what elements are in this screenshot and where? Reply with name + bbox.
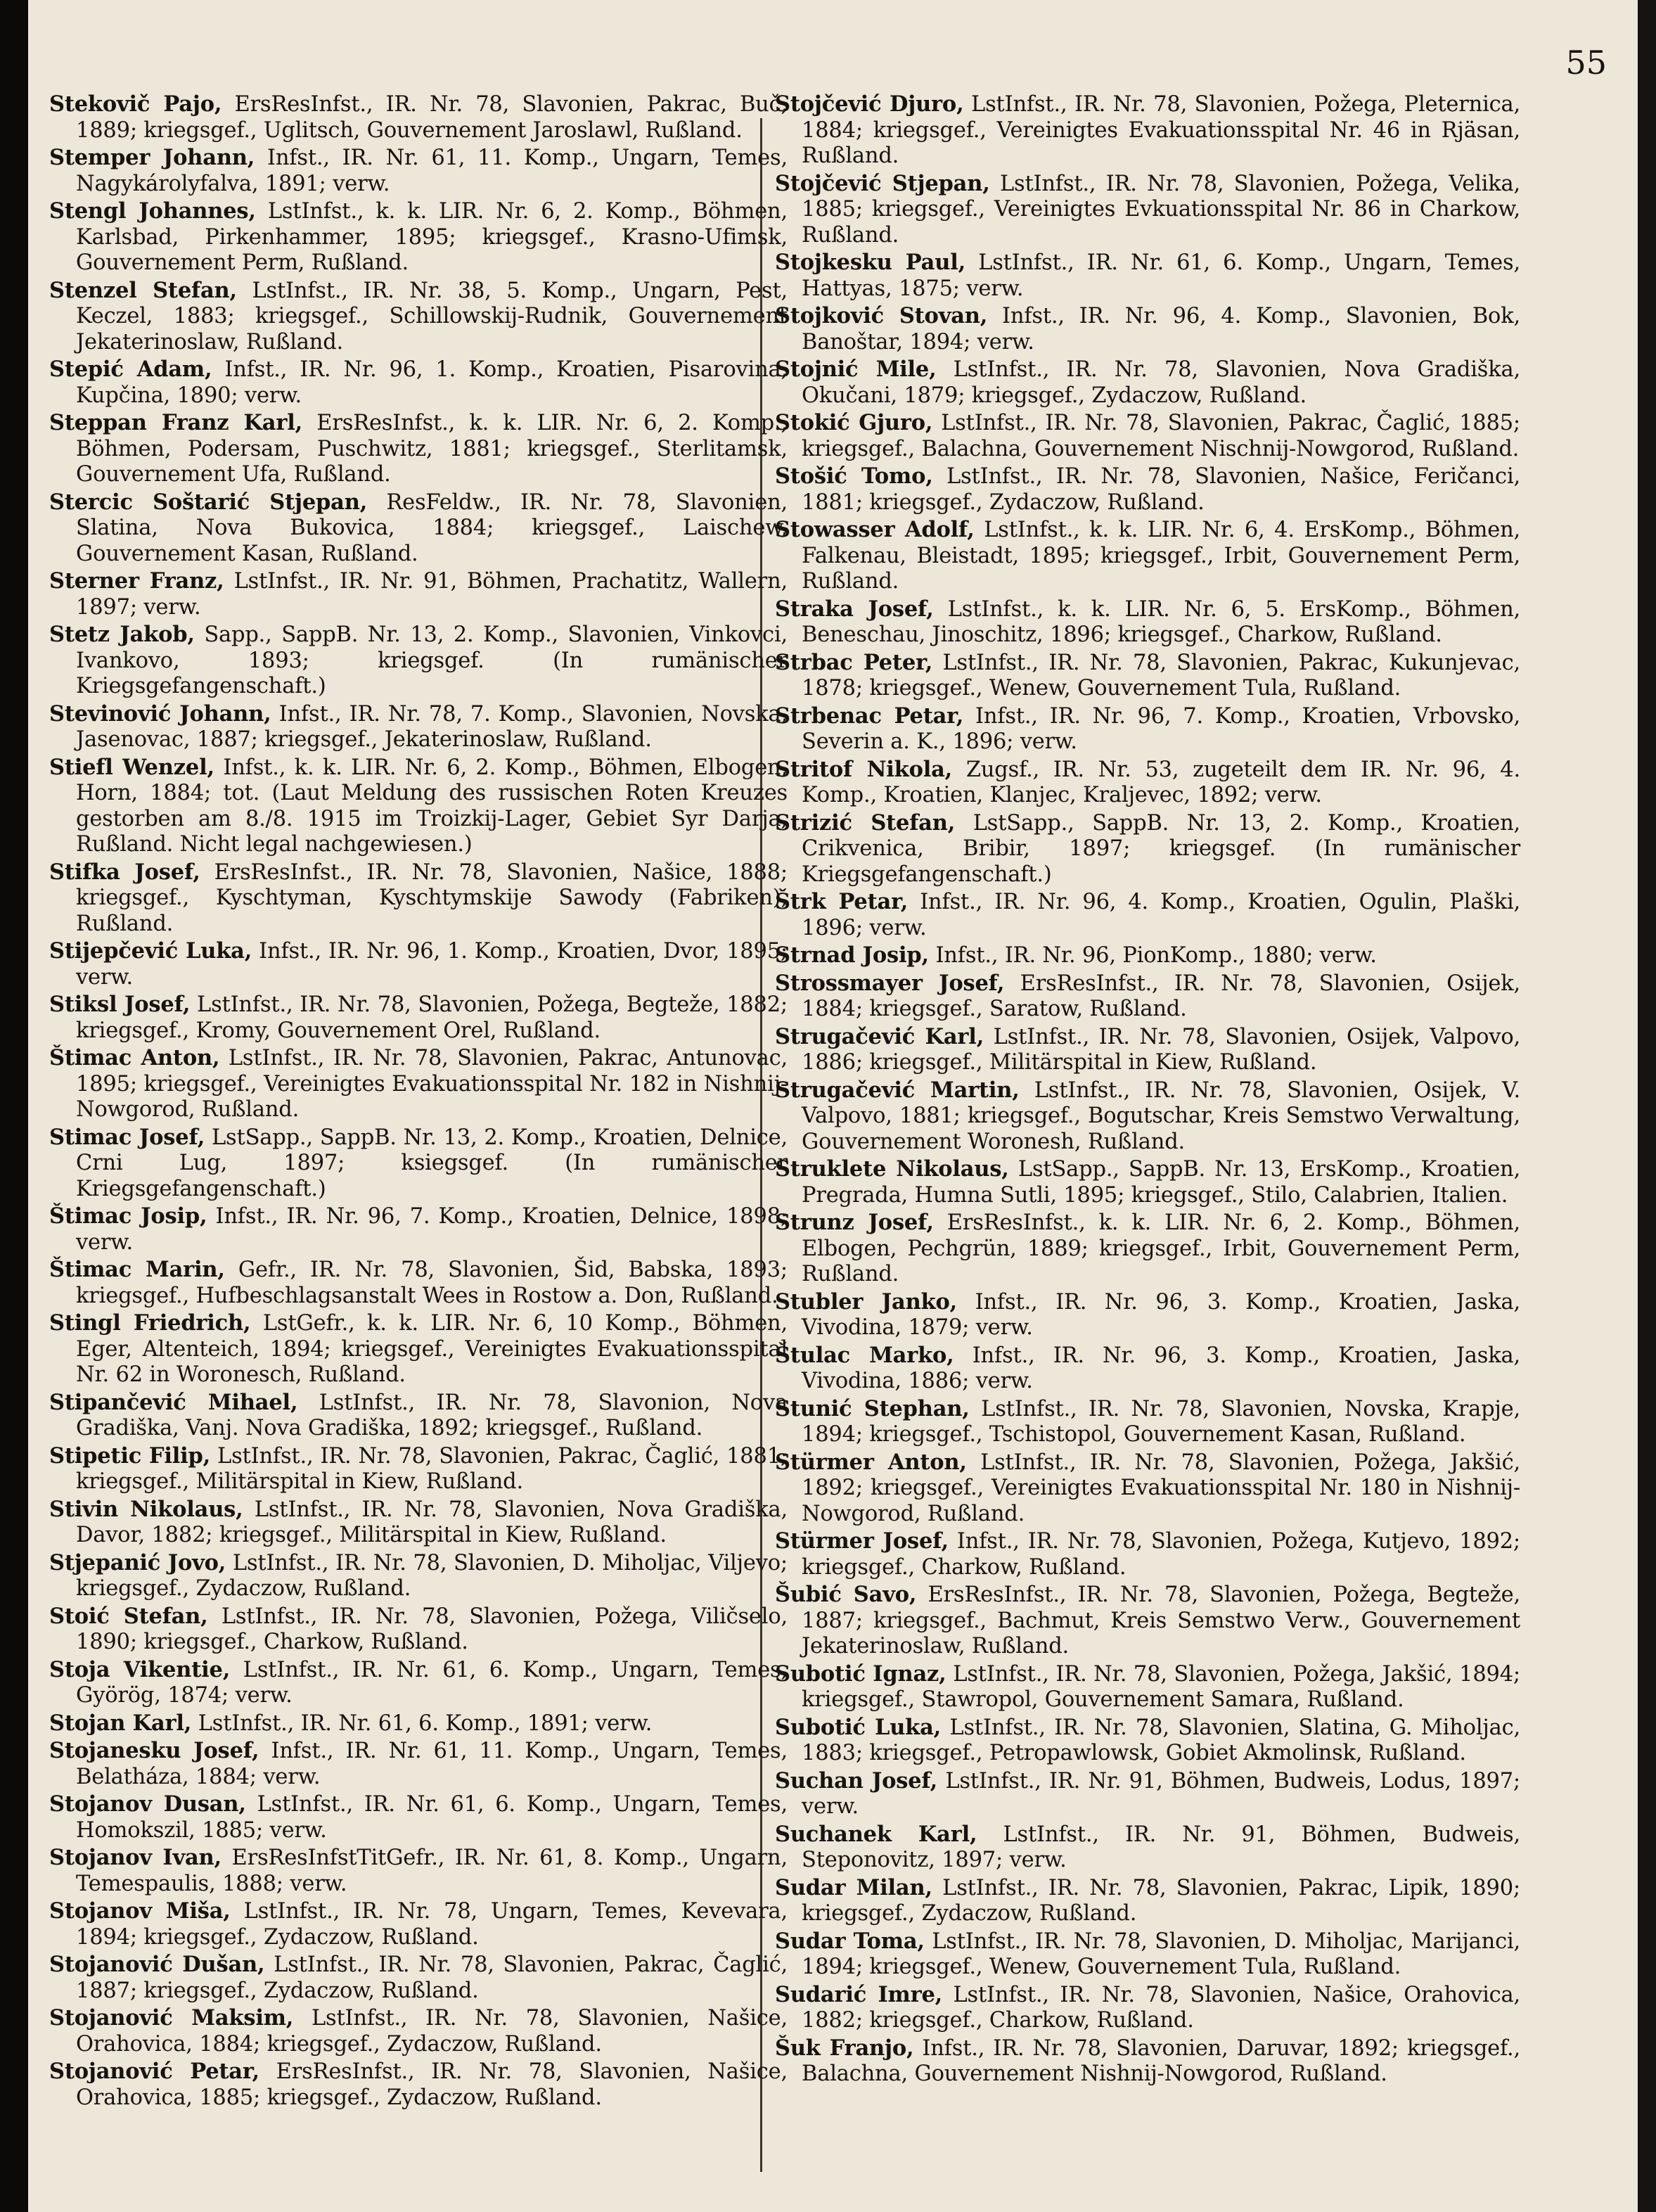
list-entry <box>775 464 1520 516</box>
entry-details: Infst., IR. Nr. 78, Slavonien, Daruvar, 1892; kriegsgef., Balachna, Gouvernement Nishnij-Nowgorod, Rußland. <box>802 2035 1520 2086</box>
scan-edge-right <box>1638 0 1656 2212</box>
list-entry <box>49 1203 788 1255</box>
entry-name: Šubić Savo, <box>775 1582 917 1607</box>
entry-details: LstInfst., IR. Nr. 78, Slavonien, Osijek, V. Valpovo, 1881; kriegsgef., Bogutschar, Kreis Semstwo Verwaltung, Gouvernement Woronesh, Rußland. <box>802 1078 1520 1154</box>
list-entry <box>49 1791 788 1843</box>
list-entry <box>775 517 1520 595</box>
list-entry <box>49 1550 788 1602</box>
entry-details: Sapp., SappB. Nr. 13, 2. Komp., Slavonien, Vinkovci, Ivankovo, 1893; kriegsgef. (In rumänischer Kriegsgefangenschaft.) <box>76 622 788 698</box>
entry-details: LstInfst., IR. Nr. 91, Böhmen, Budweis, Steponovitz, 1897; verw. <box>802 1822 1520 1872</box>
entry-details: ErsResInfstTitGefr., IR. Nr. 61, 8. Komp., Ungarn, Temespaulis, 1888; verw. <box>76 1846 788 1896</box>
entry-name: Stevinović Johann, <box>49 701 271 727</box>
list-entry <box>49 1443 788 1495</box>
list-entry <box>775 1396 1520 1448</box>
entry-details: Infst., IR. Nr. 61, 11. Komp., Ungarn, Temes, Nagykárolyfalva, 1891; verw. <box>76 146 788 196</box>
entry-details: LstSapp., SappB. Nr. 13, ErsKomp., Kroatien, Pregrada, Humna Sutli, 1895; kriegsgef., Stilo, Calabrien, Italien. <box>802 1157 1520 1208</box>
list-entry <box>49 859 788 938</box>
list-entry <box>775 1822 1520 1874</box>
list-entry <box>775 1582 1520 1660</box>
entry-name: Stimac Josef, <box>49 1124 205 1150</box>
left-column <box>49 91 788 2112</box>
entry-name: Stetz Jakob, <box>49 622 195 647</box>
entry-name: Subotić Ignaz, <box>775 1661 946 1687</box>
entry-details: Infst., IR. Nr. 61, 11. Komp., Ungarn, Temes, Belatháza, 1884; verw. <box>76 1739 788 1789</box>
entry-details: LstInfst., k. k. LIR. Nr. 6, 4. ErsKomp., Böhmen, Falkenau, Bleistadt, 1895; kriegsgef., Irbit, Gouvernement Perm, Rußland. <box>802 518 1521 594</box>
entry-name: Stemper Johann, <box>49 145 255 170</box>
entry-details: LstGefr., k. k. LIR. Nr. 6, 10 Komp., Böhmen, Eger, Altenteich, 1894; kriegsgef., Vereinigtes Evakuationsspital Nr. 62 in Woronesch, Rußland. <box>76 1311 788 1387</box>
list-entry <box>49 1125 788 1203</box>
entry-details: Infst., IR. Nr. 96, 7. Komp., Kroatien, Vrbovsko, Severin a. K., 1896; verw. <box>802 703 1520 754</box>
entry-name: Stenzel Stefan, <box>49 277 237 303</box>
entry-name: Stengl Johannes, <box>49 198 256 224</box>
list-entry <box>49 568 788 620</box>
list-entry <box>775 1715 1520 1767</box>
entry-details: Infst., k. k. LIR. Nr. 6, 2. Komp., Böhmen, Elbogen, Horn, 1884; tot. (Laut Meldung des russischen Roten Kreuzes gestorben am 8./8. 1915 im Troizkij-Lager, Gebiet Syr Darja, Rußland. Nicht legal nachgewiesen.) <box>76 755 788 857</box>
list-entry <box>775 250 1520 302</box>
list-entry <box>49 2005 788 2057</box>
entry-details: LstInfst., IR. Nr. 78, Slavonien, Pakrac, Čaglić, 1887; kriegsgef., Zydaczow, Rußland. <box>76 1952 788 2003</box>
entry-name: Stipetic Filip, <box>49 1443 211 1469</box>
entry-name: Steppan Franz Karl, <box>49 410 303 435</box>
entry-details: ErsResInfst., IR. Nr. 78, Slavonien, Požega, Begteže, 1887; kriegsgef., Bachmut, Kreis Semstwo Verw., Gouvernement Jekaterinoslaw, Rußland. <box>802 1583 1521 1658</box>
entry-name: Stubler Janko, <box>775 1289 958 1315</box>
entry-details: Infst., IR. Nr. 96, 3. Komp., Kroatien, Jaska, Vivodina, 1879; verw. <box>802 1289 1520 1340</box>
list-entry <box>49 1604 788 1656</box>
entry-details: Infst., IR. Nr. 96, 4. Komp., Kroatien, Ogulin, Plaški, 1896; verw. <box>802 890 1520 940</box>
entry-details: ErsResInfst., k. k. LIR. Nr. 6, 2. Komp., Böhmen, Podersam, Puschwitz, 1881; kriegsgef., Sterlitamsk, Gouvernement Ufa, Rußland. <box>76 411 788 487</box>
entry-name: Straka Josef, <box>775 596 934 622</box>
entry-name: Stokić Gjuro, <box>775 410 933 435</box>
list-entry <box>775 1210 1520 1288</box>
entry-name: Sterner Franz, <box>49 568 224 594</box>
list-entry <box>775 971 1520 1023</box>
entry-name: Stojković Stovan, <box>775 303 988 328</box>
entry-details: LstInfst., IR. Nr. 78, Slavonien, Pakrac, Čaglić, 1881; kriegsgef., Militärspital in Kiew, Rußland. <box>76 1443 788 1494</box>
list-entry <box>49 145 788 197</box>
entry-name: Stiefl Wenzel, <box>49 754 214 780</box>
entry-details: Gefr., IR. Nr. 78, Slavonien, Šid, Babska, 1893; kriegsgef., Hufbeschlagsanstalt Wees in Rostow a. Don, Rußland. <box>76 1258 788 1308</box>
entry-details: LstInfst., IR. Nr. 78, Slavonien, Pakrac, Kukunjevac, 1878; kriegsgef., Wenew, Gouvernement Tula, Rußland. <box>802 650 1520 701</box>
entry-name: Stojanović Maksim, <box>49 2005 294 2031</box>
entry-details: LstInfst., IR. Nr. 38, 5. Komp., Ungarn, Pest, Keczel, 1883; kriegsgef., Schillowskij-Rudnik, Gouvernement Jekaterinoslaw, Rußland. <box>76 278 788 354</box>
entry-name: Strbenac Petar, <box>775 703 964 729</box>
list-entry <box>49 1898 788 1950</box>
list-entry <box>49 622 788 700</box>
list-entry <box>775 1768 1520 1820</box>
entry-name: Stojanov Miša, <box>49 1898 231 1924</box>
entry-name: Strossmayer Josef, <box>775 970 1005 996</box>
entry-details: ErsResInfst., k. k. LIR. Nr. 6, 2. Komp., Böhmen, Elbogen, Pechgrün, 1889; kriegsgef., Irbit, Gouvernement Perm, Rußland. <box>802 1210 1520 1286</box>
list-entry <box>775 1982 1520 2034</box>
entry-name: Stercic Soštarić Stjepan, <box>49 489 368 515</box>
list-entry <box>49 2059 788 2111</box>
entry-name: Štrk Petar, <box>775 889 909 914</box>
entry-details: LstInfst., IR. Nr. 78, Slavonien, Novska, Krapje, 1894; kriegsgef., Tschistopol, Gouvernement Kasan, Rußland. <box>802 1396 1520 1447</box>
entry-details: LstInfst., IR. Nr. 78, Slavonien, Našice, Orahovica, 1884; kriegsgef., Zydaczow, Rußland. <box>76 2006 788 2057</box>
list-entry <box>775 1078 1520 1156</box>
list-entry <box>775 1343 1520 1395</box>
entry-name: Strizić Stefan, <box>775 810 956 836</box>
entry-details: LstInfst., IR. Nr. 78, Slavonien, Slatina, G. Miholjac, 1883; kriegsgef., Petropawlowsk, Gobiet Akmolinsk, Rußland. <box>802 1715 1520 1765</box>
list-entry <box>49 1738 788 1790</box>
entry-name: Stivin Nikolaus, <box>49 1496 243 1522</box>
entry-details: LstInfst., IR. Nr. 78, Slavonien, Požega, Velika, 1885; kriegsgef., Vereinigtes Evkuationsspital Nr. 86 in Charkow, Rußland. <box>802 171 1520 248</box>
entry-name: Strunz Josef, <box>775 1210 934 1235</box>
entry-details: LstInfst., IR. Nr. 78, Slavonien, Pakrac, Lipik, 1890; kriegsgef., Zydaczow, Rußland. <box>802 1875 1520 1926</box>
entry-name: Subotić Luka, <box>775 1714 942 1740</box>
entry-name: Stingl Friedrich, <box>49 1310 251 1336</box>
entry-name: Stojanović Dušan, <box>49 1952 265 1977</box>
entry-name: Stošić Tomo, <box>775 464 933 489</box>
list-entry <box>775 1156 1520 1208</box>
entry-name: Struklete Nikolaus, <box>775 1156 1009 1182</box>
entry-details: ErsResInfst., IR. Nr. 78, Slavonien, Našice, Orahovica, 1885; kriegsgef., Zydaczow, Rußland. <box>76 2059 788 2110</box>
entry-name: Stepić Adam, <box>49 357 212 382</box>
list-entry <box>775 1289 1520 1341</box>
entry-name: Strnad Josip, <box>775 942 929 968</box>
entry-details: LstInfst., IR. Nr. 78, Slavonien, Našice, Feričanci, 1881; kriegsgef., Zydaczow, Rußland. <box>802 464 1520 515</box>
list-entry <box>49 992 788 1044</box>
entry-name: Stürmer Josef, <box>775 1528 949 1554</box>
entry-name: Stojanović Petar, <box>49 2059 259 2084</box>
entry-details: LstInfst., IR. Nr. 91, Böhmen, Prachatitz, Wallern, 1897; verw. <box>76 569 788 620</box>
entry-details: Infst., IR. Nr. 96, PionKomp., 1880; verw. <box>935 943 1377 968</box>
list-entry <box>49 1390 788 1442</box>
entry-details: LstInfst., IR. Nr. 91, Böhmen, Budweis, Lodus, 1897; verw. <box>802 1768 1521 1819</box>
entry-name: Strugačević Martin, <box>775 1077 1020 1103</box>
list-entry <box>49 490 788 568</box>
list-entry <box>49 198 788 276</box>
list-entry <box>775 1528 1520 1580</box>
entry-details: LstInfst., IR. Nr. 78, Slavonien, Požega, Jakšić, 1892; kriegsgef., Vereinigtes Evakuationsspital Nr. 180 in Nishnij-Nowgorod, Rußland. <box>802 1450 1520 1526</box>
entry-details: LstInfst., k. k. LIR. Nr. 6, 2. Komp., Böhmen, Karlsbad, Pirkenhammer, 1895; kriegsgef., Krasno-Ufimsk, Gouvernement Perm, Rußland. <box>76 199 788 275</box>
entry-name: Štimac Anton, <box>49 1045 220 1070</box>
list-entry <box>775 703 1520 755</box>
entry-name: Stojčević Djuro, <box>775 91 964 117</box>
entry-name: Stifka Josef, <box>49 859 200 885</box>
entry-details: LstInfst., IR. Nr. 78, Slavonien, Požega, Begteže, 1882; kriegsgef., Kromy, Gouvernement Orel, Rußland. <box>76 992 788 1043</box>
entry-name: Štulac Marko, <box>775 1342 954 1368</box>
list-entry <box>775 357 1520 409</box>
list-entry <box>49 91 788 143</box>
entry-details: LstInfst., IR. Nr. 78, Ungarn, Temes, Kevevara, 1894; kriegsgef., Zydaczow, Rußland. <box>76 1899 788 1950</box>
entry-name: Stowasser Adolf, <box>775 517 975 542</box>
list-entry <box>775 303 1520 355</box>
entry-details: LstSapp., SappB. Nr. 13, 2. Komp., Kroatien, Delnice, Crni Lug, 1897; ksiegsgef. (In rumänischer Kriegsgefangenschaft.) <box>76 1125 788 1201</box>
list-entry <box>775 171 1520 249</box>
entry-name: Strugačević Karl, <box>775 1023 984 1049</box>
list-entry <box>49 1952 788 2004</box>
right-column <box>775 91 1520 2089</box>
list-entry <box>49 755 788 858</box>
entry-name: Stojanov Dusan, <box>49 1791 246 1817</box>
entry-details: LstInfst., IR. Nr. 61, 6. Komp., 1891; verw. <box>198 1711 653 1736</box>
entry-name: Stoja Vikentie, <box>49 1656 231 1682</box>
entry-name: Šuk Franjo, <box>775 2035 914 2061</box>
entry-name: Sudar Milan, <box>775 1874 932 1900</box>
entry-details: LstInfst., IR. Nr. 78, Slavonien, Nova Gradiška, Davor, 1882; kriegsgef., Militärspital in Kiew, Rußland. <box>76 1497 788 1547</box>
entry-name: Stritof Nikola, <box>775 756 953 782</box>
entry-details: LstInfst., IR. Nr. 78, Slavonien, Pakrac, Antunovac, 1895; kriegsgef., Vereinigtes Evakuationsspital Nr. 182 in Nishnij-Nowgorod, Rußland. <box>76 1046 788 1122</box>
entry-details: ErsResInfst., IR. Nr. 78, Slavonien, Osijek, 1884; kriegsgef., Saratow, Rußland. <box>802 971 1520 1021</box>
entry-name: Stjepanić Jovo, <box>49 1549 226 1575</box>
list-entry <box>49 1711 788 1737</box>
list-entry <box>49 1257 788 1309</box>
list-entry <box>49 1497 788 1549</box>
entry-details: LstInfst., IR. Nr. 78, Slavonien, Nova Gradiška, Okučani, 1879; kriegsgef., Zydaczow, Rußland. <box>802 357 1520 408</box>
entry-name: Suchanek Karl, <box>775 1821 977 1847</box>
entry-name: Štimac Josip, <box>49 1203 207 1229</box>
list-entry <box>775 942 1520 969</box>
entry-name: Štimac Marin, <box>49 1257 225 1282</box>
list-entry <box>49 410 788 488</box>
entry-name: Strbac Peter, <box>775 649 933 675</box>
list-entry <box>49 1045 788 1123</box>
entry-details: LstInfst., IR. Nr. 61, 6. Komp., Ungarn, Temes, Györög, 1874; verw. <box>76 1657 788 1708</box>
entry-details: Infst., IR. Nr. 96, 1. Komp., Kroatien, Dvor, 1895; verw. <box>76 939 788 990</box>
entry-details: LstInfst., IR. Nr. 78, Slavonien, Osijek, Valpovo, 1886; kriegsgef., Militärspital in Kiew, Rußland. <box>802 1024 1520 1075</box>
entry-name: Stipančević Mihael, <box>49 1389 298 1415</box>
entry-name: Stojčević Stjepan, <box>775 170 990 196</box>
entry-details: LstInfst., IR. Nr. 78, Slavonien, Požega, Jakšić, 1894; kriegsgef., Stawropol, Gouvernement Samara, Rußland. <box>802 1661 1521 1712</box>
entry-name: Stiksl Josef, <box>49 992 191 1017</box>
list-entry <box>49 701 788 753</box>
list-entry <box>775 757 1520 809</box>
entry-details: LstInfst., IR. Nr. 78, Slavonien, Požega, Viličselo, 1890; kriegsgef., Charkow, Rußland. <box>76 1604 788 1654</box>
list-entry <box>775 1661 1520 1713</box>
entry-details: LstInfst., IR. Nr. 78, Slavonien, D. Miholjac, Viljevo; kriegsgef., Zydaczow, Rußland. <box>76 1550 788 1601</box>
list-entry <box>49 357 788 409</box>
list-entry <box>775 889 1520 941</box>
entry-details: ErsResInfst., IR. Nr. 78, Slavonien, Našice, 1888; kriegsgef., Kyschtyman, Kyschtymskije Sawody (Fabriken), Rußland. <box>76 859 788 936</box>
entry-name: Stijepčević Luka, <box>49 938 252 964</box>
entry-details: LstInfst., IR. Nr. 78, Slavonien, Pakrac, Čaglić, 1885; kriegsgef., Balachna, Gouvernement Nischnij-Nowgorod, Rußland. <box>802 411 1520 461</box>
entry-details: LstInfst., IR. Nr. 78, Slavonien, Požega, Pleternica, 1884; kriegsgef., Vereinigtes Evakuationsspital Nr. 46 in Rjäsan, Rußland. <box>802 92 1520 168</box>
entry-details: LstInfst., k. k. LIR. Nr. 6, 5. ErsKomp., Böhmen, Beneschau, Jinoschitz, 1896; kriegsgef., Charkow, Rußland. <box>802 596 1521 647</box>
entry-name: Stekovič Pajo, <box>49 91 222 117</box>
entry-name: Sudar Toma, <box>775 1928 925 1954</box>
list-entry <box>775 2035 1520 2088</box>
list-entry <box>775 810 1520 888</box>
scan-edge-left <box>0 0 28 2212</box>
list-entry <box>775 1929 1520 1981</box>
entry-details: Zugsf., IR. Nr. 53, zugeteilt dem IR. Nr. 96, 4. Komp., Kroatien, Klanjec, Kraljevec, 1892; verw. <box>802 757 1520 807</box>
list-entry <box>49 278 788 356</box>
list-entry <box>775 1024 1520 1076</box>
entry-details: LstInfst., IR. Nr. 61, 6. Komp., Ungarn, Temes, Hattyas, 1875; verw. <box>802 250 1520 301</box>
list-entry <box>49 1845 788 1897</box>
entry-details: LstSapp., SappB. Nr. 13, 2. Komp., Kroatien, Crikvenica, Bribir, 1897; kriegsgef. (In rumänischer Kriegsgefangenschaft.) <box>802 810 1521 887</box>
entry-name: Suchan Josef, <box>775 1767 938 1794</box>
list-entry <box>49 1310 788 1388</box>
list-entry <box>775 1450 1520 1528</box>
entry-details: ErsResInfst., IR. Nr. 78, Slavonien, Pakrac, Buč, 1889; kriegsgef., Uglitsch, Gouvernement Jaroslawl, Rußland. <box>76 92 788 143</box>
list-entry <box>775 596 1520 648</box>
entry-name: Stojnić Mile, <box>775 357 937 382</box>
entry-details: Infst., IR. Nr. 78, 7. Komp., Slavonien, Novska, Jasenovac, 1887; kriegsgef., Jekaterinoslaw, Rußland. <box>76 701 788 752</box>
entry-name: Stunić Stephan, <box>775 1395 970 1421</box>
entry-name: Stürmer Anton, <box>775 1449 967 1475</box>
entry-details: LstInfst., IR. Nr. 78, Slavonien, Našice, Orahovica, 1882; kriegsgef., Charkow, Rußland. <box>802 1982 1520 2033</box>
list-entry <box>49 1657 788 1709</box>
page-number: 55 <box>1565 44 1607 82</box>
list-entry <box>49 938 788 990</box>
entry-name: Stojan Karl, <box>49 1710 192 1736</box>
entry-name: Stojanov Ivan, <box>49 1845 222 1870</box>
entry-details: ResFeldw., IR. Nr. 78, Slavonien, Slatina, Nova Bukovica, 1884; kriegsgef., Laischew, Gouvernement Kasan, Rußland. <box>76 490 788 566</box>
entry-details: Infst., IR. Nr. 96, 3. Komp., Kroatien, Jaska, Vivodina, 1886; verw. <box>802 1343 1520 1393</box>
entry-details: Infst., IR. Nr. 78, Slavonien, Požega, Kutjevo, 1892; kriegsgef., Charkow, Rußland. <box>802 1529 1521 1580</box>
list-entry <box>775 650 1520 702</box>
entry-details: LstInfst., IR. Nr. 61, 6. Komp., Ungarn, Temes, Homokszil, 1885; verw. <box>76 1792 788 1843</box>
entry-name: Stoić Stefan, <box>49 1603 208 1629</box>
entry-details: LstInfst., IR. Nr. 78, Slavonien, D. Miholjac, Marijanci, 1894; kriegsgef., Wenew, Gouvernement Tula, Rußland. <box>802 1929 1521 1979</box>
list-entry <box>775 1875 1520 1927</box>
entry-details: Infst., IR. Nr. 96, 1. Komp., Kroatien, Pisarovina, Kupčina, 1890; verw. <box>76 357 788 408</box>
entry-details: LstInfst., IR. Nr. 78, Slavonion, Nova Gradiška, Vanj. Nova Gradiška, 1892; kriegsgef., Rußland. <box>76 1390 788 1440</box>
entry-name: Stojanesku Josef, <box>49 1738 259 1763</box>
entry-details: Infst., IR. Nr. 96, 7. Komp., Kroatien, Delnice, 1898; verw. <box>76 1204 788 1255</box>
list-entry <box>775 410 1520 462</box>
list-entry <box>775 91 1520 170</box>
entry-name: Stojkesku Paul, <box>775 250 966 275</box>
entry-name: Sudarić Imre, <box>775 1981 943 2007</box>
entry-details: Infst., IR. Nr. 96, 4. Komp., Slavonien, Bok, Banoštar, 1894; verw. <box>802 304 1520 354</box>
